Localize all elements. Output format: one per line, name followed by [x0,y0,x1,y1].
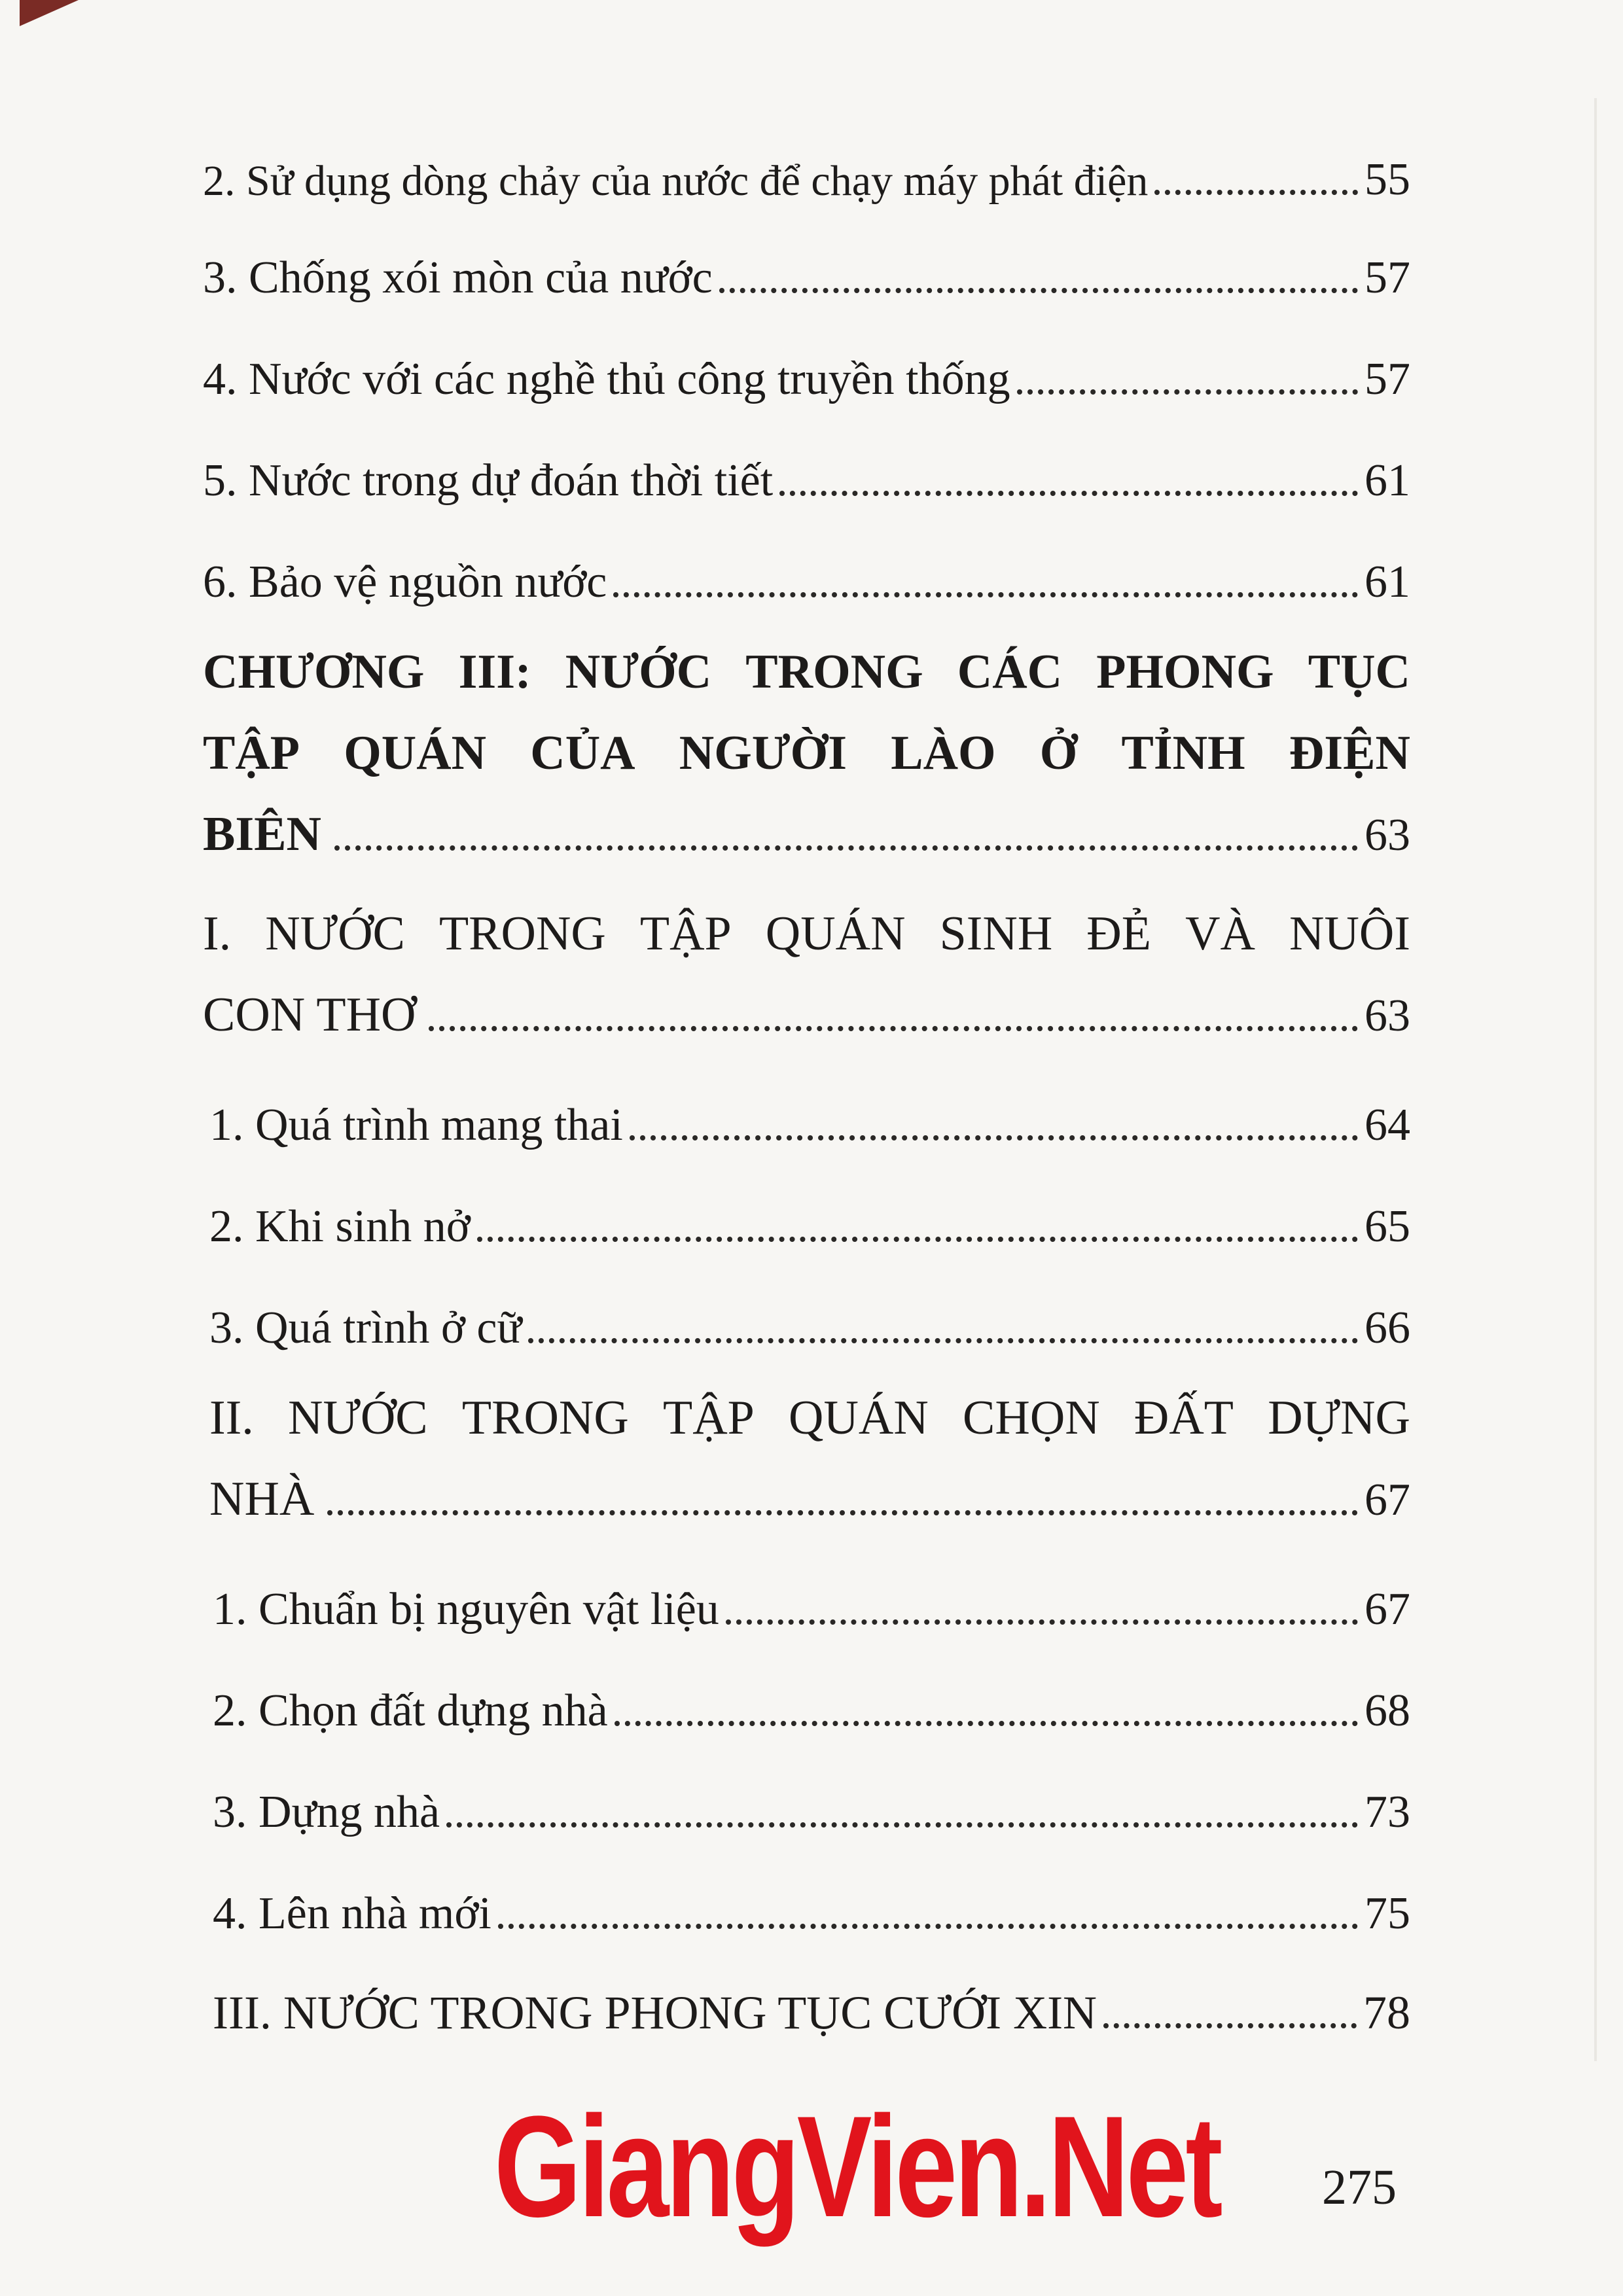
heading-word: I. [203,907,232,961]
toc-entry[interactable] [203,1201,1410,1252]
heading-word: TẬP [203,726,300,780]
section-heading-last-line [203,988,1410,1042]
dot-leader [779,491,1358,496]
toc-entry[interactable] [203,1987,1410,2039]
heading-word: NƯỚC [265,907,405,961]
toc-entry-title: 2. Sử dụng dòng chảy của nước để chạy máy phát điện [203,157,1149,205]
heading-word: CHƯƠNG [203,645,425,699]
watermark-text: GiangVien.Net [494,2086,1220,2247]
heading-word: SINH [939,907,1053,961]
heading-word: VÀ [1185,907,1255,961]
toc-entry-page: 64 [1364,1100,1410,1150]
heading-word: TỤC [1308,645,1410,699]
toc-entry[interactable] [203,1100,1410,1150]
toc-entry-page: 65 [1364,1201,1410,1252]
toc-entry-page: 67 [1364,1584,1410,1634]
toc-entry-title: 1. Quá trình mang thai [209,1100,623,1150]
heading-word: NGƯỜI [679,726,847,780]
page-edge [1594,98,1597,2061]
heading-word: Ở [1039,726,1078,780]
heading-word: CHỌN [963,1391,1100,1445]
heading-word: TRONG [438,907,606,961]
dot-leader [1154,190,1358,195]
dot-leader [613,592,1358,597]
dot-leader [726,1619,1358,1625]
toc-entry-title: 3. Dựng nhà [213,1787,440,1837]
heading-word: NHÀ [209,1472,315,1526]
heading-word: CÁC [957,645,1063,699]
dot-leader [498,1924,1358,1929]
toc-entry-page: 78 [1363,1987,1410,2039]
toc-entry[interactable] [203,455,1410,506]
heading-word: NƯỚC [288,1391,428,1445]
section-heading-line [203,907,1410,991]
toc-entry[interactable] [203,354,1410,404]
section-heading-line [209,1391,1410,1475]
toc-entry-page: 66 [1364,1303,1410,1353]
heading-word: ĐIỆN [1289,726,1410,780]
dot-leader [327,1510,1358,1515]
toc-entry-page: 63 [1364,810,1410,860]
toc-entry-page: 55 [1364,154,1410,205]
toc-entry-page: 67 [1364,1475,1410,1525]
heading-word: III: [458,645,531,699]
toc-entry[interactable] [203,1787,1410,1837]
section-heading[interactable] [209,1391,1410,1526]
heading-word: QUÁN [789,1391,929,1445]
heading-word: NUÔI [1289,907,1410,961]
toc-entry-page: 73 [1364,1787,1410,1837]
heading-word: ĐẤT [1133,1391,1234,1445]
toc-entry-page: 57 [1364,253,1410,303]
heading-word: DỰNG [1268,1391,1410,1445]
dot-leader [334,845,1358,851]
heading-word: LÀO [891,726,996,780]
toc-entry-title: 4. Lên nhà mới [213,1888,491,1939]
toc-entry-title: 1. Chuẩn bị nguyên vật liệu [213,1584,719,1634]
dot-leader [615,1721,1358,1726]
toc-entry[interactable] [203,1688,1410,1734]
toc-entry-title: 3. Quá trình ở cữ [209,1303,522,1353]
toc-entry[interactable] [203,1584,1410,1634]
heading-word: TRONG [461,1391,629,1445]
dot-leader [429,1026,1358,1031]
toc-entry[interactable] [203,1305,1410,1351]
heading-word: NƯỚC [565,645,712,699]
dot-leader [528,1338,1358,1343]
dot-leader [719,288,1358,293]
heading-word: TẬP [663,1391,755,1445]
toc-entry-page: 57 [1364,354,1410,404]
toc-entry[interactable] [203,1888,1410,1939]
toc-entry[interactable] [203,255,1410,301]
heading-word: II. [209,1391,254,1445]
dot-leader [477,1237,1358,1242]
heading-word: ĐẺ [1086,907,1151,961]
toc-entry-page: 61 [1364,455,1410,506]
chapter-heading-line [203,726,1410,810]
chapter-heading-last-line [203,807,1410,861]
heading-word: QUÁN [344,726,487,780]
heading-word: QUÁN [765,907,906,961]
toc-entry-title: 5. Nước trong dự đoán thời tiết [203,455,774,506]
section-heading-last-line [209,1472,1410,1526]
heading-word: BIÊN [203,807,321,861]
page-number: 275 [1322,2160,1397,2215]
toc-entry-title: 2. Khi sinh nở [209,1201,471,1252]
dot-leader [1017,389,1358,395]
toc-entry-title: 3. Chống xói mòn của nước [203,253,713,303]
chapter-heading[interactable] [203,645,1410,861]
toc-entry[interactable] [203,154,1410,205]
heading-word: TỈNH [1121,726,1245,780]
toc-entry-page: 61 [1364,557,1410,607]
heading-word: TRONG [745,645,923,699]
toc-entry-page: 68 [1364,1686,1410,1736]
toc-entry-page: 63 [1364,991,1410,1041]
toc-entry[interactable] [203,559,1410,605]
toc-entry-title: 2. Chọn đất dựng nhà [213,1686,608,1736]
dot-leader [1103,2023,1357,2028]
heading-word: CỦA [530,726,635,780]
toc-entry-title: 4. Nước với các nghề thủ công truyền thống [203,354,1010,404]
dot-leader [630,1135,1358,1140]
toc-entry-page: 75 [1364,1888,1410,1939]
section-heading[interactable] [203,907,1410,1042]
heading-word: TẬP [639,907,732,961]
toc-entry-title: III. NƯỚC TRONG PHONG TỤC CƯỚI XIN [213,1987,1097,2039]
dot-leader [446,1822,1358,1828]
corner-mark [20,0,79,26]
toc-entry-title: 6. Bảo vệ nguồn nước [203,557,607,607]
heading-word: PHONG [1096,645,1274,699]
chapter-heading-line [203,645,1410,729]
heading-word: CON THƠ [203,988,416,1042]
